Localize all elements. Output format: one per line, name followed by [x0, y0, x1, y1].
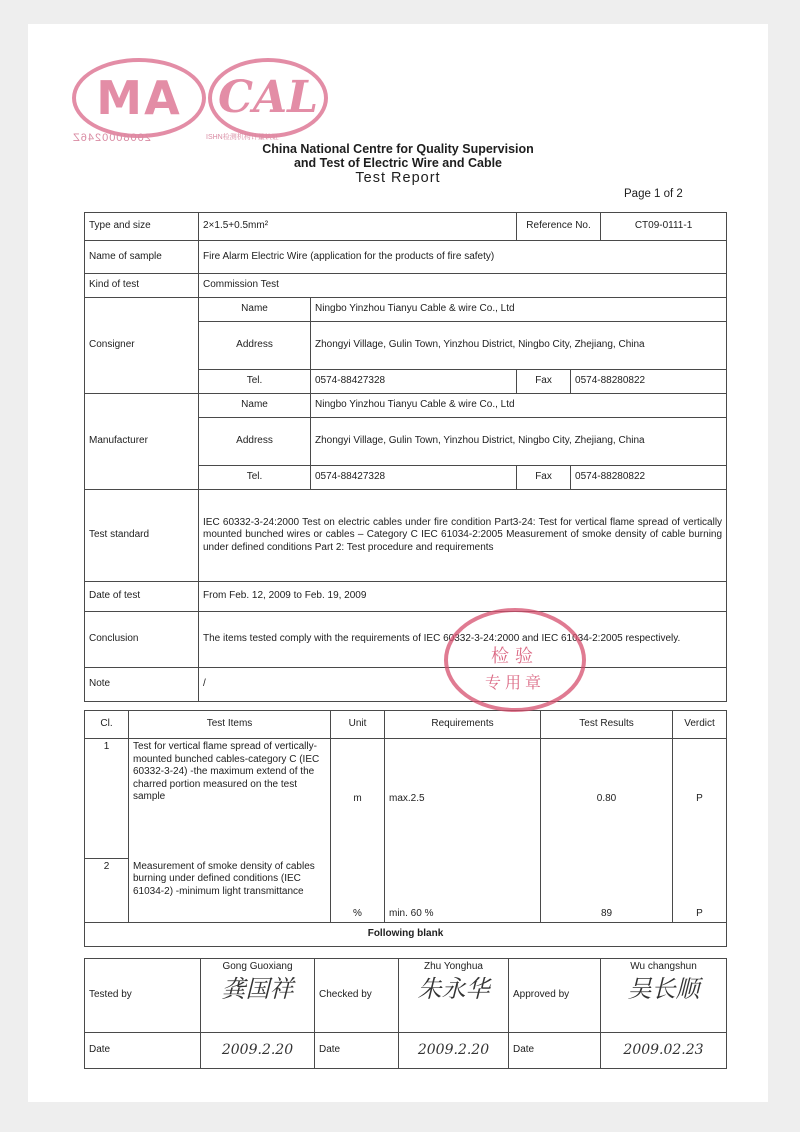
stamp-serial-number: 2008000246Z: [72, 132, 151, 144]
manufacturer-address-value: Zhongyi Village, Gulin Town, Yinzhou District, Ningbo City, Zhejiang, China: [311, 418, 727, 466]
checked-date-label: Date: [315, 1033, 399, 1069]
tested-by-label: Tested by: [85, 959, 201, 1033]
tested-date-label: Date: [85, 1033, 201, 1069]
results-header-requirements: Requirements: [385, 711, 541, 739]
manufacturer-fax-value: 0574-88280822: [571, 466, 727, 490]
results-header-verdict: Verdict: [673, 711, 727, 739]
results-header-unit: Unit: [331, 711, 385, 739]
checked-by-signature: 朱永华: [417, 974, 490, 1003]
type-size-value: 2×1.5+0.5mm²: [199, 213, 517, 241]
manufacturer-tel-label: Tel.: [199, 466, 311, 490]
manufacturer-tel-value: 0574-88427328: [311, 466, 517, 490]
result-requirement: max.2.5: [385, 739, 541, 859]
inspection-seal: [444, 608, 586, 712]
result-verdict: P: [673, 739, 727, 859]
name-of-sample-value: Fire Alarm Electric Wire (application for the products of fire safety): [199, 241, 727, 274]
result-verdict: P: [673, 859, 727, 923]
seal-center-text: 检验: [491, 646, 539, 666]
report-page: [28, 24, 768, 1102]
report-title-line-3: Test Report: [355, 170, 441, 186]
note-value: /: [199, 668, 727, 702]
checked-date-value: 2009.2.20: [399, 1033, 509, 1069]
stamp-serial-caption: ISHN检测机构计量认证: [206, 134, 279, 141]
results-header-results: Test Results: [541, 711, 673, 739]
consigner-fax-label: Fax: [517, 370, 571, 394]
conclusion-value: The items tested comply with the requirements of IEC 60332-3-24:2000 and IEC 61034-2:2005 respectively.: [199, 612, 727, 668]
manufacturer-fax-label: Fax: [517, 466, 571, 490]
ma-certification-stamp: MA: [72, 58, 206, 138]
report-title-line-2: and Test of Electric Wire and Cable: [293, 156, 503, 170]
approved-date-value: 2009.02.23: [601, 1033, 727, 1069]
name-of-sample-label: Name of sample: [85, 241, 199, 274]
tested-date-value: 2009.2.20: [201, 1033, 315, 1069]
cal-certification-stamp: CAL: [208, 58, 328, 138]
consigner-tel-value: 0574-88427328: [311, 370, 517, 394]
following-blank: Following blank: [85, 923, 727, 947]
approved-date-label: Date: [509, 1033, 601, 1069]
report-info-table: [84, 212, 727, 702]
manufacturer-name-label: Name: [199, 394, 311, 418]
consigner-label: Consigner: [85, 298, 199, 394]
conclusion-label: Conclusion: [85, 612, 199, 668]
kind-of-test-value: Commission Test: [199, 274, 727, 298]
approved-by-name: Wu changshun: [630, 961, 697, 972]
result-item: Measurement of smoke density of cables burning under defined conditions (IEC 61034-2) -minimum light transmittance: [129, 859, 331, 923]
reference-no-label: Reference No.: [517, 213, 601, 241]
type-size-label: Type and size: [85, 213, 199, 241]
test-standard-value: IEC 60332-3-24:2000 Test on electric cables under fire condition Part3-24: Test for vertical flame spread of vertically mounted bunched wires or cables – Category C IEC 61034-2:2005 Measurement of smoke density of cable burning under defined conditions Part 2: Test procedure and requirements: [199, 490, 727, 582]
table-row: [85, 859, 727, 923]
result-requirement: min. 60 %: [385, 859, 541, 923]
result-unit: m: [331, 739, 385, 859]
note-label: Note: [85, 668, 199, 702]
consigner-fax-value: 0574-88280822: [571, 370, 727, 394]
result-value: 0.80: [541, 739, 673, 859]
table-row: [85, 739, 727, 859]
signature-table: [84, 958, 727, 1069]
reference-no-value: CT09-0111-1: [601, 213, 727, 241]
kind-of-test-label: Kind of test: [85, 274, 199, 298]
result-item: Test for vertical flame spread of vertically-mounted bunched cables-category C (IEC 60332-3-24) -the maximum extend of the charred portion measured on the test sample: [129, 739, 331, 859]
date-of-test-label: Date of test: [85, 582, 199, 612]
result-unit: %: [331, 859, 385, 923]
manufacturer-label: Manufacturer: [85, 394, 199, 490]
test-standard-label: Test standard: [85, 490, 199, 582]
checked-by-label: Checked by: [315, 959, 399, 1033]
tested-by-signature: 龚国祥: [221, 974, 294, 1003]
report-title-line-1: China National Centre for Quality Supervision: [262, 142, 534, 156]
page-number: Page 1 of 2: [624, 188, 683, 200]
results-header-cl: Cl.: [85, 711, 129, 739]
consigner-tel-label: Tel.: [199, 370, 311, 394]
test-results-table: [84, 710, 727, 947]
consigner-name-value: Ningbo Yinzhou Tianyu Cable & wire Co., Ltd: [311, 298, 727, 322]
result-value: 89: [541, 859, 673, 923]
approved-by-label: Approved by: [509, 959, 601, 1033]
result-cl: 2: [85, 859, 129, 923]
seal-bottom-text: 专用章: [484, 675, 545, 692]
consigner-name-label: Name: [199, 298, 311, 322]
approved-by-signature: 吴长顺: [627, 974, 700, 1003]
consigner-address-value: Zhongyi Village, Gulin Town, Yinzhou District, Ningbo City, Zhejiang, China: [311, 322, 727, 370]
manufacturer-address-label: Address: [199, 418, 311, 466]
results-header-items: Test Items: [129, 711, 331, 739]
checked-by-name: Zhu Yonghua: [424, 961, 483, 972]
result-cl: 1: [85, 739, 129, 859]
manufacturer-name-value: Ningbo Yinzhou Tianyu Cable & wire Co., Ltd: [311, 394, 727, 418]
consigner-address-label: Address: [199, 322, 311, 370]
date-of-test-value: From Feb. 12, 2009 to Feb. 19, 2009: [199, 582, 727, 612]
tested-by-name: Gong Guoxiang: [222, 961, 293, 972]
